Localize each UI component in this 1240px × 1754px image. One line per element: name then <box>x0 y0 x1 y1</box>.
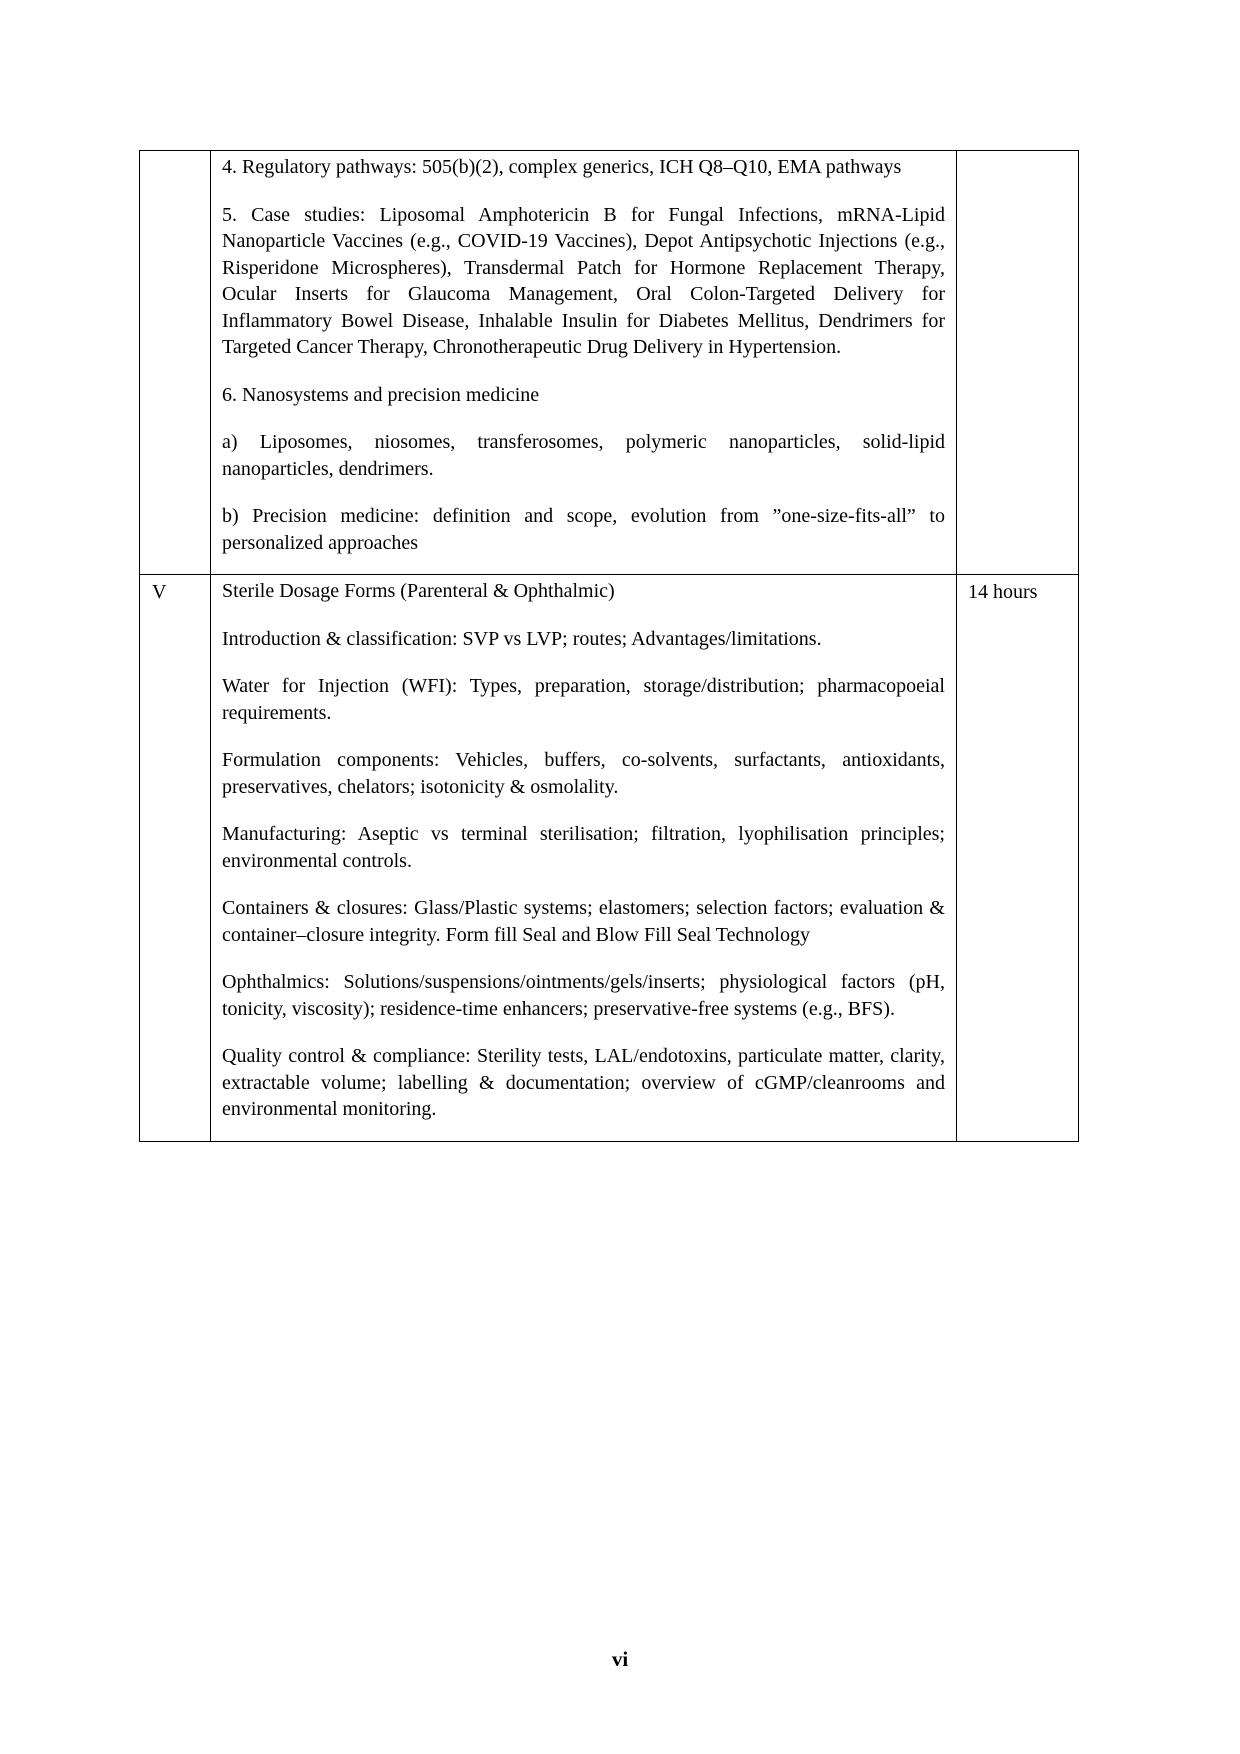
content-paragraph: Water for Injection (WFI): Types, preparation, storage/distribution; pharmacopoeial requirements. <box>222 675 945 724</box>
hours-cell: 14 hours <box>957 575 1079 1142</box>
content-paragraph: Containers & closures: Glass/Plastic systems; elastomers; selection factors; evaluation & container–closure integrity. Form fill Seal and Blow Fill Seal Technology <box>222 897 945 946</box>
hours-cell <box>957 151 1079 575</box>
table-row <box>140 151 1079 575</box>
page-number: vi <box>611 1647 629 1671</box>
content-paragraph: Formulation components: Vehicles, buffers, co-solvents, surfactants, antioxidants, preservatives, chelators; isotonicity & osmolality. <box>222 749 945 798</box>
content-paragraph: b) Precision medicine: definition and scope, evolution from ”one-size-fits-all” to personalized approaches <box>222 505 945 554</box>
content-paragraph: Quality control & compliance: Sterility tests, LAL/endotoxins, particulate matter, clarity, extractable volume; labelling & documentation; overview of cGMP/cleanrooms and environmental monitoring. <box>222 1045 945 1120</box>
content-paragraph: Ophthalmics: Solutions/suspensions/ointments/gels/inserts; physiological factors (pH, tonicity, viscosity); residence-time enhancers; preservative-free systems (e.g., BFS). <box>222 971 945 1020</box>
content-paragraph: 6. Nanosystems and precision medicine <box>222 383 540 406</box>
content-paragraph: 4. Regulatory pathways: 505(b)(2), complex generics, ICH Q8–Q10, EMA pathways <box>222 156 902 178</box>
content-paragraph: Introduction & classification: SVP vs LVP; routes; Advantages/limitations. <box>222 627 822 650</box>
unit-cell: V <box>140 575 211 1142</box>
content-paragraph: Manufacturing: Aseptic vs terminal sterilisation; filtration, lyophilisation principles; environmental controls. <box>222 823 945 872</box>
table-row <box>140 575 1079 1142</box>
syllabus-table <box>139 150 1079 1142</box>
content-cell <box>211 151 957 575</box>
unit-title: Sterile Dosage Forms (Parenteral & Ophthalmic) <box>222 580 615 602</box>
content-cell <box>211 575 957 1142</box>
content-paragraph: 5. Case studies: Liposomal Amphotericin B for Fungal Infections, mRNA-Lipid Nanoparticle Vaccines (e.g., COVID-19 Vaccines), Depot Antipsychotic Injections (e.g., Risperidone Microspheres), Transdermal Patch for Hormone Replacement Therapy, Ocular Inserts for Glaucoma Management, Oral Colon-Targeted Delivery for Inflammatory Bowel Disease, Inhalable Insulin for Diabetes Mellitus, Dendrimers for Targeted Cancer Therapy, Chronotherapeutic Drug Delivery in Hypertension. <box>222 203 945 358</box>
unit-cell <box>140 151 211 575</box>
content-paragraph: a) Liposomes, niosomes, transferosomes, polymeric nanoparticles, solid-lipid nanoparticles, dendrimers. <box>222 431 945 480</box>
